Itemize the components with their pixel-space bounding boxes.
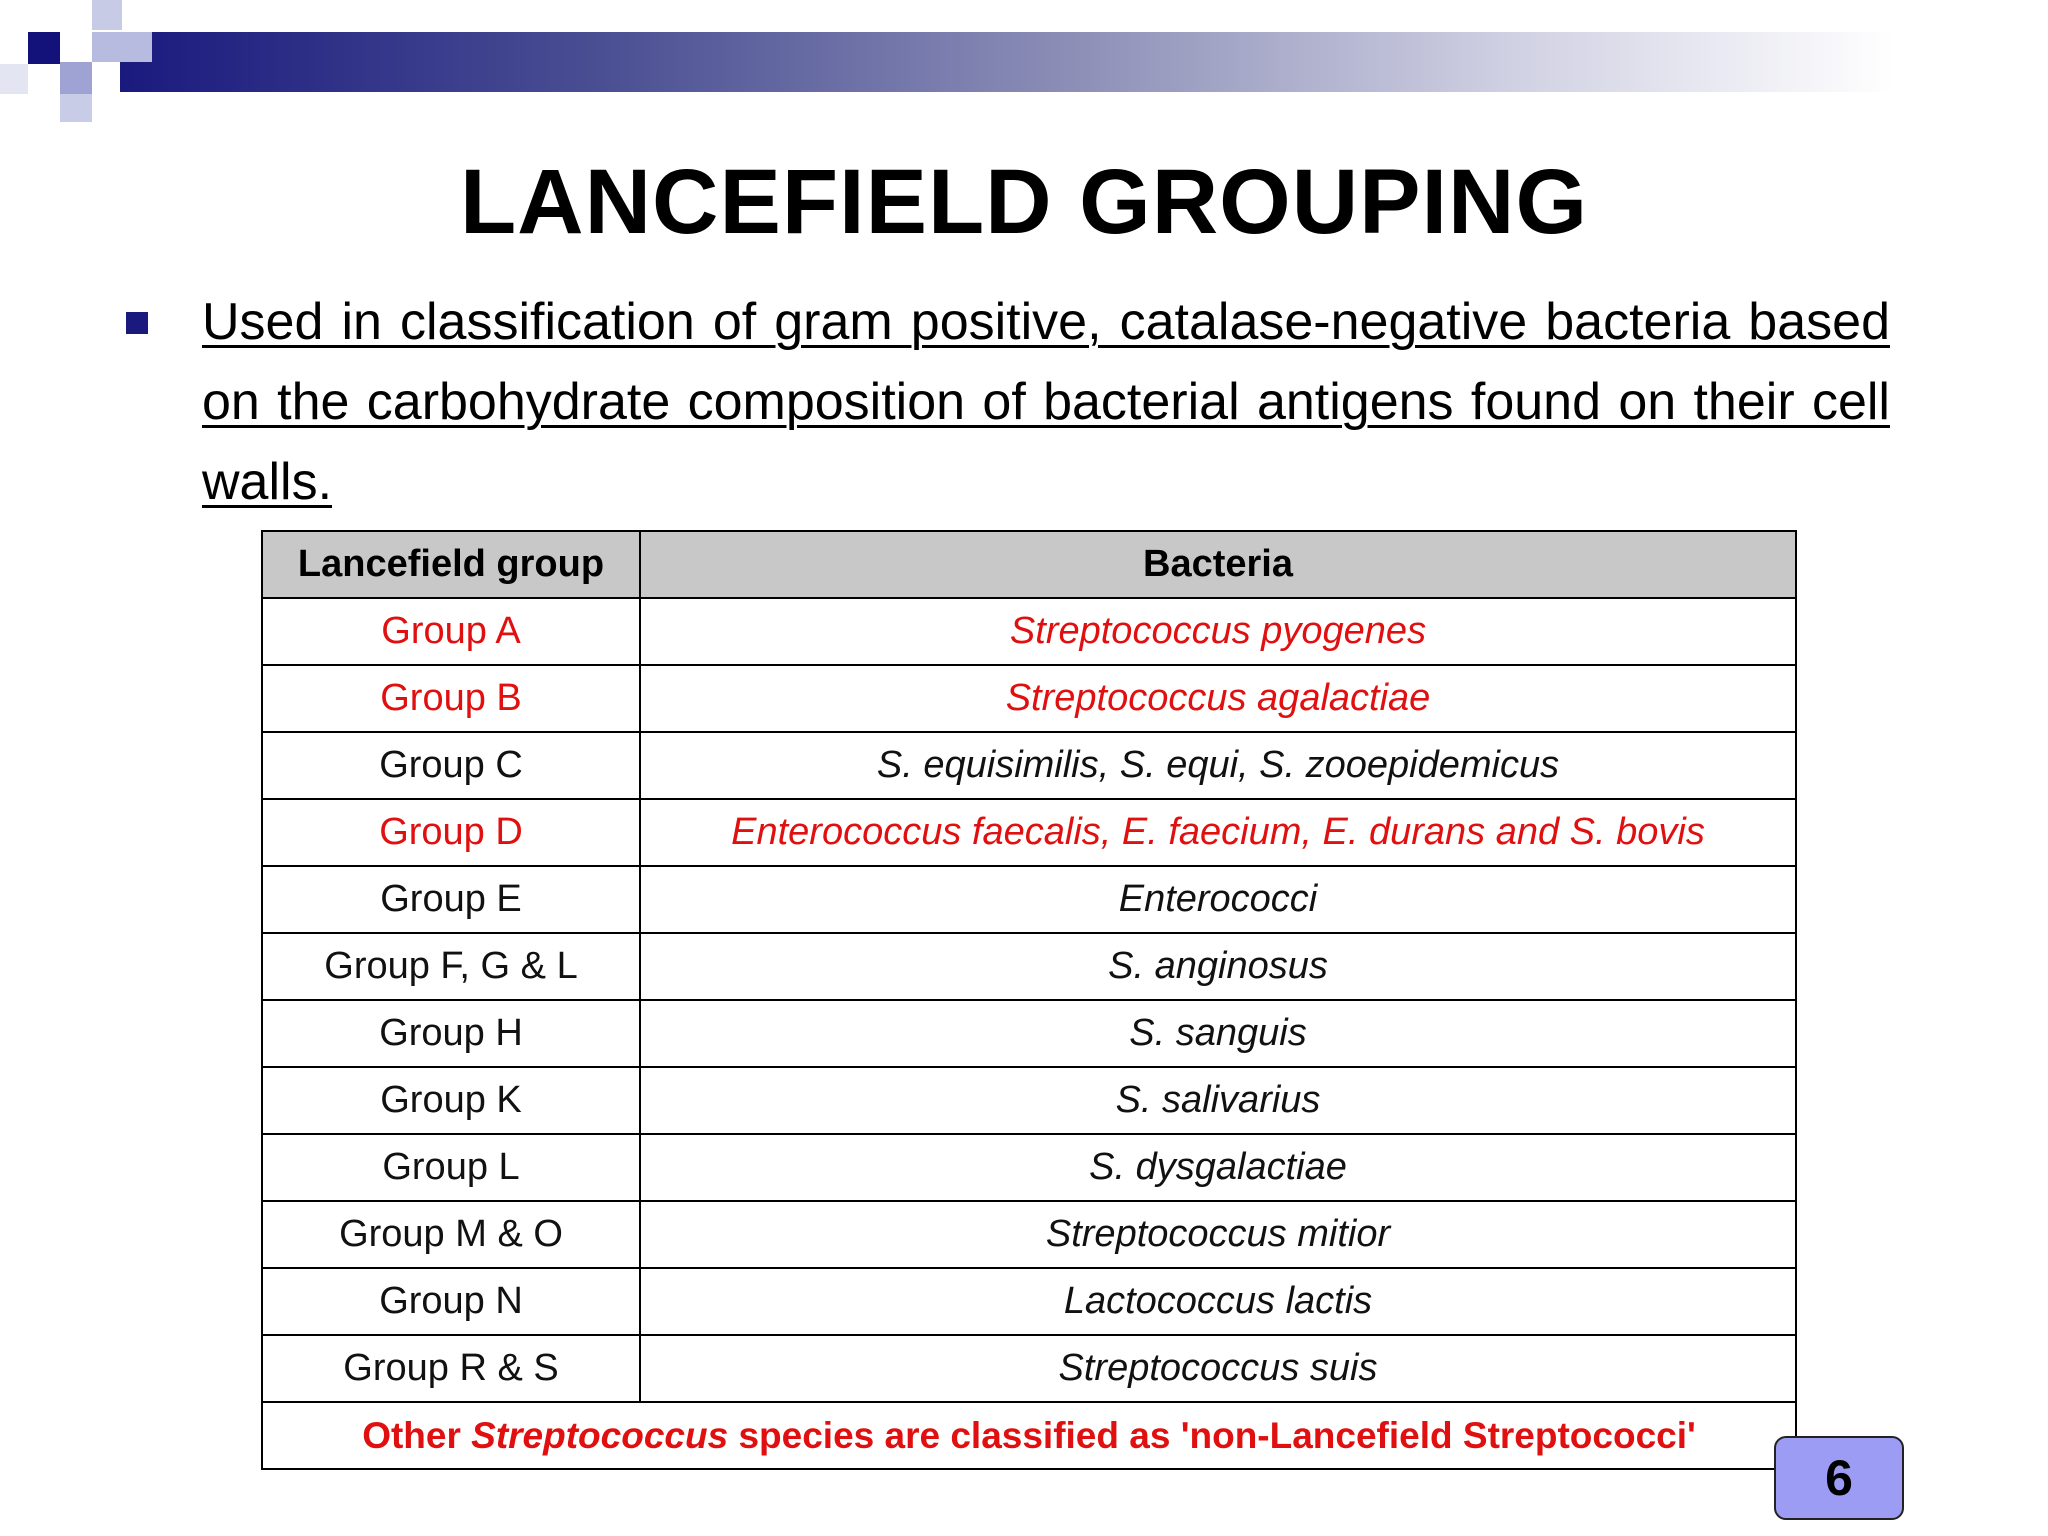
table-row xyxy=(262,1067,1796,1134)
table-row xyxy=(262,1201,1796,1268)
cell-group: Group H xyxy=(262,1000,640,1067)
cell-group: Group B xyxy=(262,665,640,732)
cell-bacteria: Lactococcus lactis xyxy=(640,1268,1796,1335)
lancefield-table xyxy=(261,530,1797,1470)
cell-group: Group C xyxy=(262,732,640,799)
cell-bacteria: S. sanguis xyxy=(640,1000,1796,1067)
decorative-square xyxy=(92,0,122,30)
cell-bacteria: S. anginosus xyxy=(640,933,1796,1000)
decorative-square xyxy=(60,94,92,122)
cell-group: Group K xyxy=(262,1067,640,1134)
header-lancefield-group: Lancefield group xyxy=(262,531,640,598)
table-row xyxy=(262,598,1796,665)
slide-title: LANCEFIELD GROUPING xyxy=(459,151,1589,253)
table-row xyxy=(262,866,1796,933)
cell-bacteria: Streptococcus suis xyxy=(640,1335,1796,1402)
footer-suffix: species are classified as 'non-Lancefield Streptococci' xyxy=(728,1414,1696,1456)
decorative-square xyxy=(92,32,152,62)
table-row xyxy=(262,1268,1796,1335)
table-row xyxy=(262,799,1796,866)
table-footer-row xyxy=(262,1402,1796,1469)
footer-prefix: Other xyxy=(362,1414,472,1456)
table-body xyxy=(262,598,1796,1402)
decorative-square xyxy=(0,64,28,94)
table-row xyxy=(262,1134,1796,1201)
cell-bacteria: Enterococcus faecalis, E. faecium, E. durans and S. bovis xyxy=(640,799,1796,866)
table-row xyxy=(262,732,1796,799)
cell-bacteria: S. dysgalactiae xyxy=(640,1134,1796,1201)
page-number-badge: 6 xyxy=(1774,1436,1904,1520)
header-bacteria: Bacteria xyxy=(640,531,1796,598)
table-header-row xyxy=(262,531,1796,598)
cell-bacteria: S. equisimilis, S. equi, S. zooepidemicus xyxy=(640,732,1796,799)
cell-group: Group A xyxy=(262,598,640,665)
header-gradient-bar xyxy=(120,32,2048,92)
footer-genus: Streptococcus xyxy=(471,1414,729,1456)
cell-group: Group D xyxy=(262,799,640,866)
cell-group: Group M & O xyxy=(262,1201,640,1268)
footer-note xyxy=(262,1402,1796,1469)
cell-group: Group R & S xyxy=(262,1335,640,1402)
cell-bacteria: Streptococcus pyogenes xyxy=(640,598,1796,665)
cell-bacteria: S. salivarius xyxy=(640,1067,1796,1134)
table-row xyxy=(262,1335,1796,1402)
cell-group: Group F, G & L xyxy=(262,933,640,1000)
table-row xyxy=(262,665,1796,732)
table-row xyxy=(262,933,1796,1000)
bullet-text: Used in classification of gram positive, catalase-negative bacteria based on the carbohydrate composition of bacterial antigens found on their cell walls. xyxy=(202,293,1890,511)
decorative-square xyxy=(60,62,92,94)
table-row xyxy=(262,1000,1796,1067)
cell-group: Group N xyxy=(262,1268,640,1335)
cell-bacteria: Streptococcus mitior xyxy=(640,1201,1796,1268)
decorative-square xyxy=(28,32,60,64)
bullet-square-icon xyxy=(126,312,148,334)
cell-group: Group E xyxy=(262,866,640,933)
cell-bacteria: Streptococcus agalactiae xyxy=(640,665,1796,732)
cell-group: Group L xyxy=(262,1134,640,1201)
cell-bacteria: Enterococci xyxy=(640,866,1796,933)
